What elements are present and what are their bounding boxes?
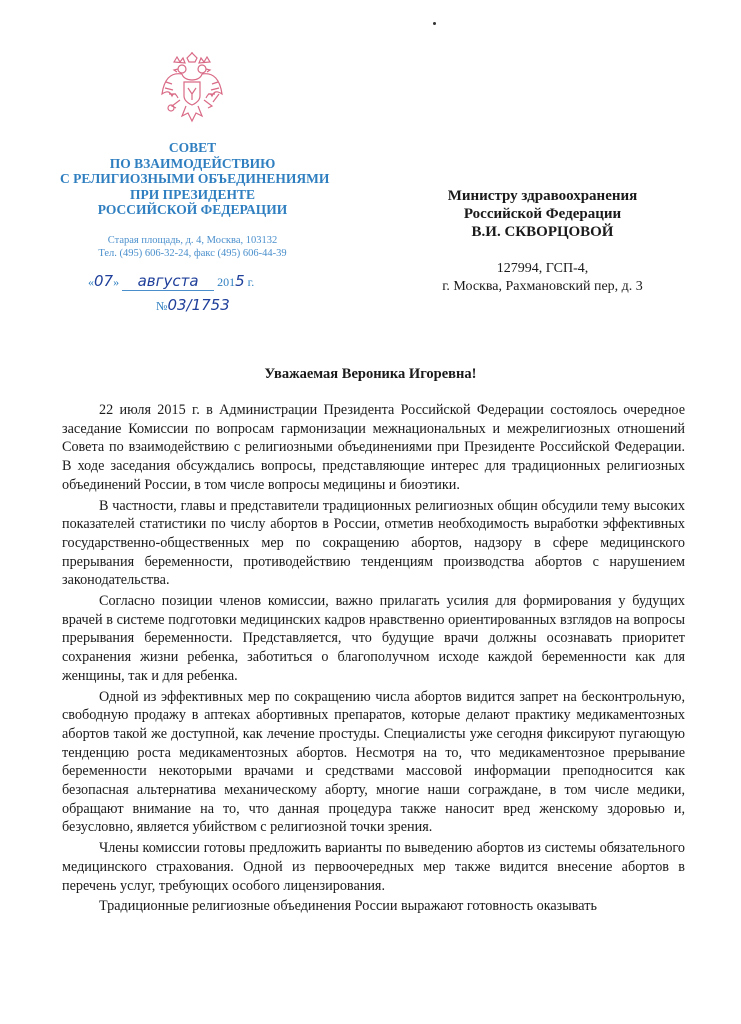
body-paragraph: Согласно позиции членов комиссии, важно прилагать усилия для формирования у будущих врачей в системе подготовки медицинских кадров нравственно ориентированных взглядов на вопросы прерывания беременности. Представляется, что будущие врачи должны осознавать приоритет сохранения жизни ребенка, заботиться о благополучном исходе каждой беременности как для женщины, так и для ребенка.: [62, 593, 685, 684]
body-paragraph: Традиционные религиозные объединения России выражают готовность оказывать: [99, 898, 597, 915]
sender-org-line: СОВЕТ: [168, 140, 217, 155]
date-close-quote: »: [113, 275, 120, 289]
body-paragraph: 22 июля 2015 г. в Администрации Президента Российской Федерации состоялось очередное заседание Комиссии по вопросам гармонизации межнациональных и межрелигиозных отношений Совета по взаимодействию с религиозными объединениями при Президенте Российской Федерации. В ходе заседания обсуждались вопросы, представляющие интерес для традиционных религиозных объединений России, в том числе вопросы медицины и биоэтики.: [62, 402, 685, 493]
recipient-line: Российской Федерации: [463, 206, 622, 222]
letter-body: [62, 401, 685, 918]
body-paragraph: Члены комиссии готовы предложить варианты по выведению абортов из системы обязательного медицинского страхования. Одной из первоочередных мер также видится внесение абортов в перечень услуг, требующих особого лицензирования.: [62, 840, 685, 894]
recipient-line: Министру здравоохранения: [447, 188, 638, 204]
recipient-name: В.И. СКВОРЦОВОЙ: [471, 224, 614, 240]
recipient-address-line: г. Москва, Рахмановский пер, д. 3: [442, 279, 643, 294]
date-open-quote: «: [88, 275, 94, 289]
scan-speck: [433, 22, 436, 25]
sender-organization: [60, 140, 330, 218]
reg-number-handwritten: 03/1753: [167, 296, 230, 314]
recipient-address: [400, 260, 685, 296]
sender-address: Старая площадь, д. 4, Москва, 103132: [107, 235, 278, 246]
registration-number: [156, 296, 230, 314]
date-month-handwritten: августа: [137, 272, 199, 290]
sender-phones: Тел. (495) 606-32-24, факс (495) 606-44-39: [98, 248, 287, 259]
recipient-block: [400, 187, 685, 241]
sender-org-line: ПО ВЗАИМОДЕЙСТВИЮ: [109, 155, 276, 171]
russian-coat-of-arms-icon: [160, 52, 224, 126]
body-paragraph: Одной из эффективных мер по сокращению числа абортов видится запрет на бесконтрольную, свободную продажу в аптеках абортивных препаратов, которые делают практику медикаментозных абортов такой же доступной, как лечение простуды. Специалисты уже сегодня фиксируют пугающую тенденцию роста медикаментозных абортов. Несмотря на то, что медикаментозное прерывание беременности некоторыми врачами и средствами массовой информации преподносится как безопасная альтернатива механическому аборту, многие наши сограждане, в том числе медики, обращают внимание на то, что данная процедура также наносит вред женскому здоровью и, безусловно, является убийством с религиозной точки зрения.: [62, 688, 685, 836]
sender-org-line: РОССИЙСКОЙ ФЕДЕРАЦИИ: [97, 202, 288, 217]
date-day-handwritten: 07: [94, 272, 114, 290]
date-suffix: г.: [247, 275, 255, 289]
sender-org-line: ПРИ ПРЕЗИДЕНТЕ: [130, 186, 255, 202]
sender-contacts: [60, 234, 325, 260]
body-paragraph: В частности, главы и представители традиционных религиозных общин обсудили тему высоких показателей статистики по числу абортов в России, отметив необходимость выработки эффективных государственно-общественных мер по сокращению абортов, надзору в сфере медицинского прерывания беременности, противодействию тенденциям производства абортов с нарушением законодательства.: [62, 497, 685, 589]
letter-date: [88, 272, 318, 291]
recipient-address-line: 127994, ГСП-4,: [496, 261, 589, 276]
salutation: Уважаемая Вероника Игоревна!: [264, 366, 477, 382]
date-year-handwritten: 5: [235, 272, 245, 290]
reg-prefix: №: [156, 299, 168, 313]
sender-org-line: С РЕЛИГИОЗНЫМИ ОБЪЕДИНЕНИЯМИ: [60, 171, 330, 186]
date-year-prefix: 201: [217, 275, 236, 289]
